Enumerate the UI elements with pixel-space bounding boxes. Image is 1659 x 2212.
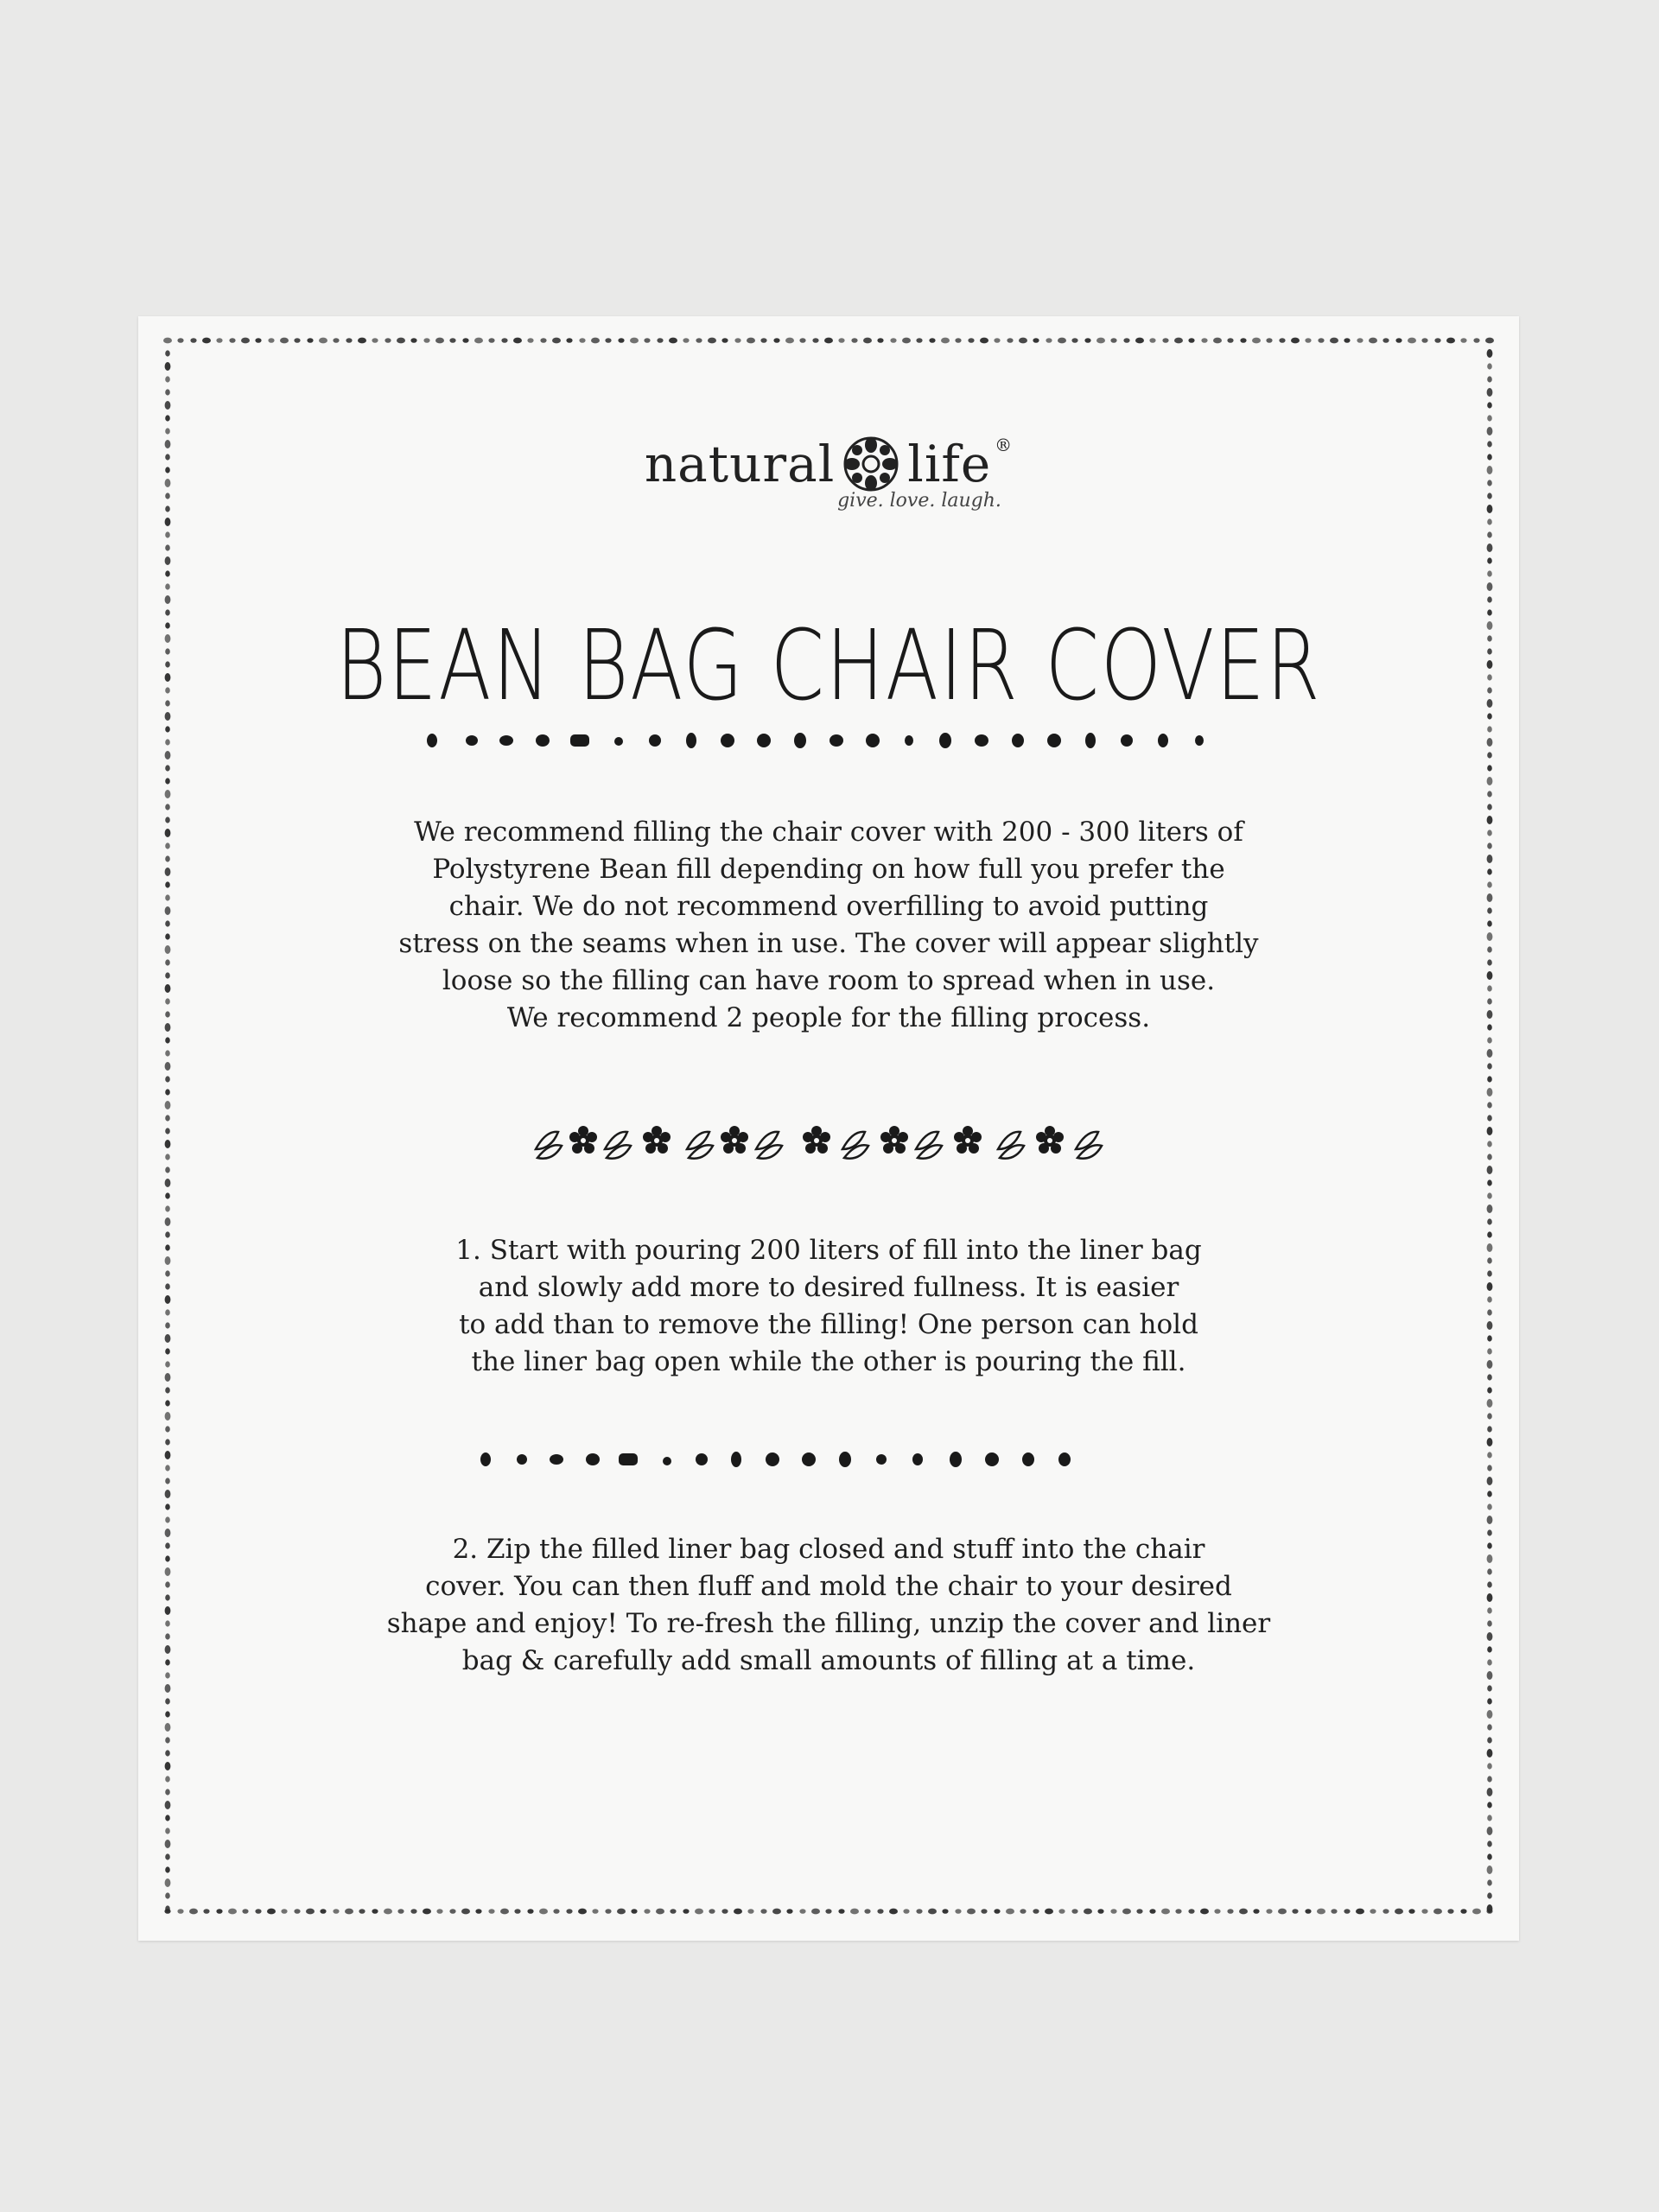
step-2-paragraph [311, 1531, 1346, 1680]
intro-line: We recommend filling the chair cover with 200 - 300 liters of [414, 817, 1243, 848]
dot-divider-top [423, 728, 1339, 753]
instruction-card [138, 316, 1519, 1941]
intro-line: chair. We do not recommend overfilling to avoid putting [448, 891, 1209, 922]
flower-logo-icon [840, 433, 902, 495]
step-2-line: 2. Zip the filled liner bag closed and stuff into the chair [452, 1534, 1205, 1565]
intro-line: loose so the filling can have room to spread when in use. [442, 965, 1216, 996]
brand-tagline: give. love. laugh. [837, 490, 1001, 512]
brand-name-left: natural [644, 435, 836, 493]
step-2-line: cover. You can then fluff and mold the chair to your desired [425, 1571, 1232, 1602]
brand-name-right: life [907, 435, 992, 493]
step-1-line: to add than to remove the filling! One person can hold [459, 1309, 1198, 1340]
intro-line: Polystyrene Bean fill depending on how full you prefer the [432, 854, 1225, 885]
step-2-line: bag & carefully add small amounts of filling at a time. [461, 1645, 1196, 1676]
brand-logo [138, 433, 1519, 512]
step-1-paragraph [311, 1232, 1346, 1381]
intro-paragraph [311, 814, 1346, 1037]
intro-line: stress on the seams when in use. The cover will appear slightly [398, 928, 1259, 959]
page-title: BEAN BAG CHAIR COVER [335, 610, 1322, 722]
step-2-line: shape and enjoy! To re-fresh the filling, unzip the cover and liner [386, 1608, 1271, 1639]
dot-divider-middle [477, 1446, 1194, 1472]
step-1-line: and slowly add more to desired fullness. It is easier [478, 1272, 1179, 1303]
step-1-line: the liner bag open while the other is pouring the fill. [471, 1346, 1186, 1377]
floral-divider [531, 1120, 1128, 1163]
registered-mark: ® [995, 435, 1014, 455]
step-1-line: 1. Start with pouring 200 liters of fill into the liner bag [455, 1235, 1202, 1266]
intro-line: We recommend 2 people for the filling process. [506, 1002, 1151, 1033]
